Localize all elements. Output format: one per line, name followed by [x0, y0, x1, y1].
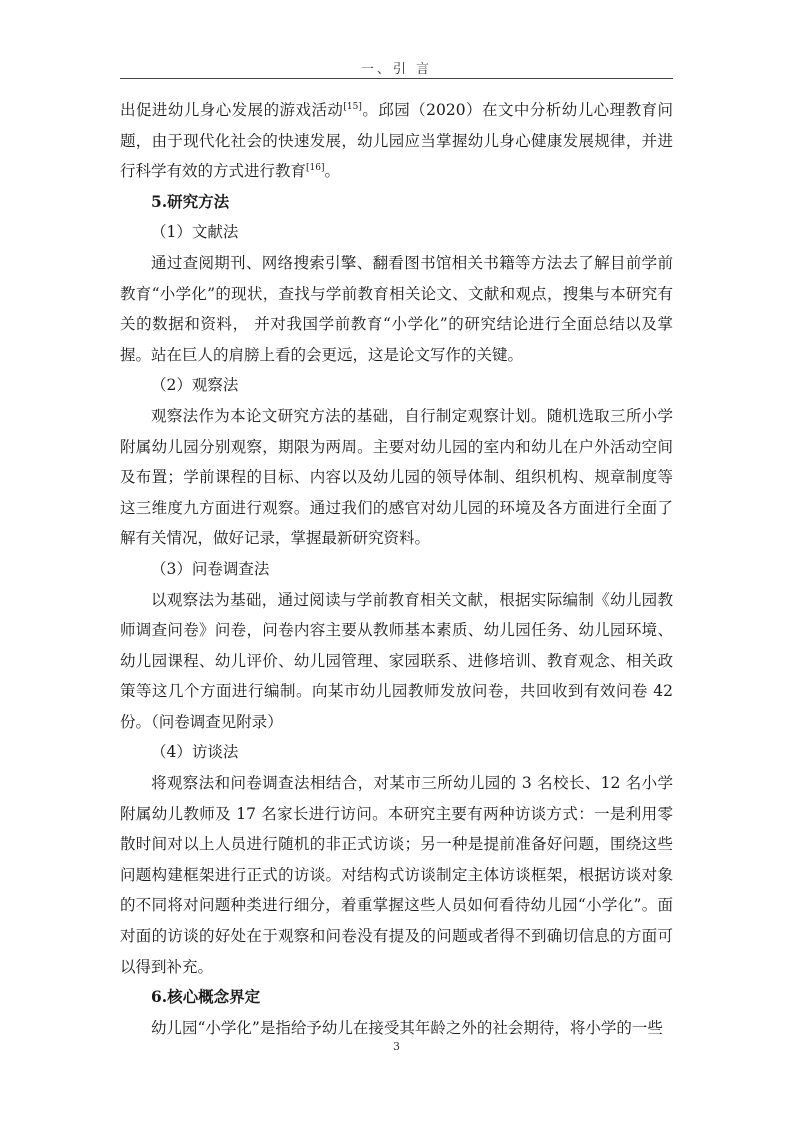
subheading-observation-method: （2）观察法	[151, 376, 239, 395]
citation-ref: [16]	[306, 163, 325, 174]
paragraph-text: 。	[324, 162, 341, 181]
citation-ref: [15]	[343, 102, 362, 112]
paragraph-observation-method: 观察法作为本论文研究方法的基础，自行制定观察计划。随机选取三所小学附属幼儿园分别观察，期限为两周。主要对幼儿园的室内和幼儿在户外活动空间及布置；学前课程的目标、内容以及幼儿园的领导体制、组织机构、规章制度等这三维度九方面进行观察。通过我们的感官对幼儿园的环境及各方面进行全面了解有关情况，做好记录，掌握最新研究资料。	[120, 406, 673, 548]
running-header: 一、引 言	[360, 62, 433, 77]
paragraph-interview-method: 将观察法和问卷调查法相结合，对某市三所幼儿园的 3 名校长、12 名小学附属幼儿教师及 17 名家长进行访问。本研究主要有两种访谈方式：一是利用零散时间对以上人员进行随机的非正式访谈；另一种是提前准备好问题，围绕这些问题构建框架进行正式的访谈。对结构式访谈制定主体访谈框架，根据访谈对象的不同将对问题种类进行细分，着重掌握这些人员如何看待幼儿园“小学化”。面对面的访谈的好处在于观察和问卷没有提及的问题或者得不到确切信息的方面可以得到补充。	[120, 774, 673, 976]
paragraph-literature-method: 通过查阅期刊、网络搜索引擎、翻看图书馆相关书籍等方法去了解目前学前教育“小学化”的现状，查找与学前教育相关论文、文献和观点，搜集与本研究有关的数据和资料， 并对我国学前教育“小学化”的研究结论进行全面总结以及掌握。站在巨人的肩膀上看的会更远，这是论文写作的关键。	[120, 253, 673, 364]
header-divider	[120, 78, 673, 79]
subheading-questionnaire-method: （3）问卷调查法	[151, 559, 270, 578]
subheading-interview-method: （4）访谈法	[151, 743, 239, 762]
document-body	[120, 95, 673, 1043]
page-number: 3	[393, 1040, 400, 1053]
paragraph-text: 。邱园（2020）在文中分析幼儿心理教育问题，由于现代化社会的快速发展，幼儿园应当掌握幼儿身心健康发展规律，并进行科学有效的方式进行教育	[120, 101, 673, 181]
section-heading-core-concepts: 6.核心概念界定	[151, 987, 261, 1007]
paragraph-questionnaire-method: 以观察法为基础，通过阅读与学前教育相关文献，根据实际编制《幼儿园教师调查问卷》问卷，问卷内容主要从教师基本素质、幼儿园任务、幼儿园环境、幼儿园课程、幼儿评价、幼儿园管理、家园联系、进修培训、教育观念、相关政策等这几个方面进行编制。向某市幼儿园教师发放问卷，共回收到有效问卷 42 份。（问卷调查见附录）	[120, 590, 673, 731]
paragraph-text: 出促进幼儿身心发展的游戏活动	[120, 101, 344, 119]
section-heading-research-methods: 5.研究方法	[151, 191, 230, 211]
paragraph-core-concepts: 幼儿园“小学化”是指给予幼儿在接受其年龄之外的社会期待，将小学的一些	[151, 1018, 663, 1037]
continuation-paragraph	[120, 95, 673, 187]
subheading-literature-method: （1）文献法	[151, 223, 239, 242]
